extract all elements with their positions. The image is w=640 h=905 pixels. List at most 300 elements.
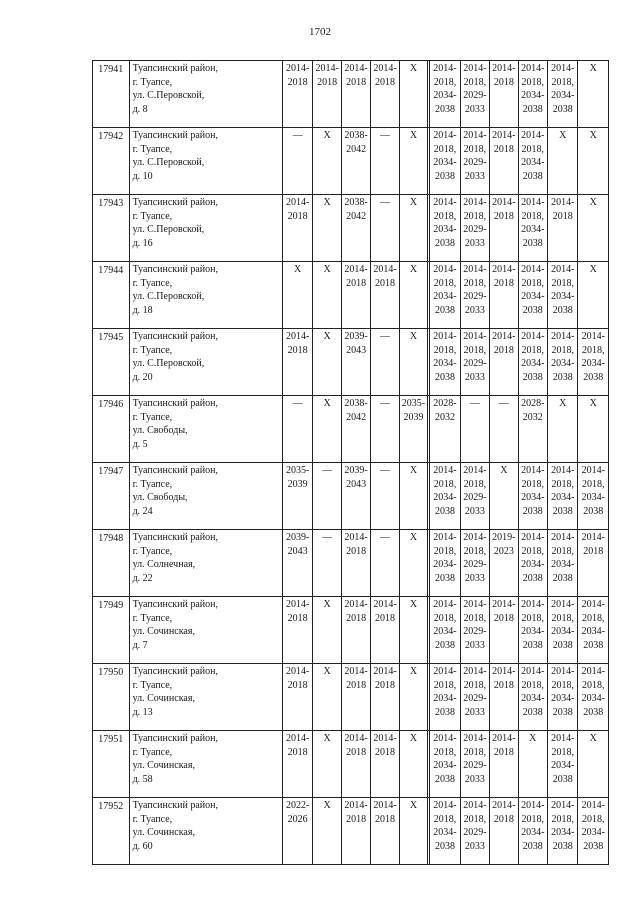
- schedule-cell: [282, 329, 312, 396]
- schedule-value: 2014- 2018, 2029- 2033: [463, 197, 487, 249]
- address-line: г. Туапсе,: [132, 344, 173, 356]
- schedule-value: 2014- 2018, 2034- 2038: [433, 599, 457, 651]
- schedule-value: X: [323, 666, 331, 677]
- schedule-value: X: [409, 264, 418, 275]
- schedule-value: 2014- 2018: [492, 130, 516, 155]
- schedule-value: X: [409, 465, 418, 476]
- schedule-value: 2014- 2018: [551, 197, 575, 222]
- schedule-cell: [399, 664, 427, 731]
- address-line: д. 7: [132, 639, 148, 651]
- schedule-value: 2014- 2018, 2034- 2038: [551, 63, 575, 115]
- schedule-value: 2014- 2018: [344, 63, 368, 88]
- schedule-cell: [313, 530, 341, 597]
- address-line: г. Туапсе,: [132, 478, 173, 490]
- schedule-value: 2028- 2032: [521, 398, 545, 423]
- schedule-value: X: [409, 599, 418, 610]
- schedule-value: X: [589, 733, 597, 744]
- schedule-value: 2014- 2018, 2034- 2038: [551, 599, 575, 651]
- row-number: 17946: [93, 396, 130, 463]
- address-line: Туапсинский район,: [132, 599, 218, 610]
- schedule-cell: [460, 731, 489, 798]
- schedule-cell: [460, 530, 489, 597]
- schedule-cell: [341, 329, 370, 396]
- schedule-cell: [399, 262, 427, 329]
- address-cell: [129, 798, 282, 865]
- table-row: [93, 61, 609, 128]
- address-line: ул. Свободы,: [132, 425, 188, 436]
- schedule-value: 2014- 2018, 2034- 2038: [521, 599, 545, 651]
- schedule-value: 2014- 2018: [344, 800, 368, 825]
- capital-repair-schedule-table: [92, 60, 609, 865]
- schedule-value: 2014- 2018: [286, 733, 310, 758]
- schedule-value: X: [409, 130, 418, 141]
- schedule-value: X: [323, 398, 331, 409]
- schedule-cell: [430, 128, 460, 195]
- table-row: [93, 798, 609, 865]
- schedule-cell: [313, 731, 341, 798]
- address-line: ул. Сочинская,: [132, 827, 195, 838]
- schedule-cell: [399, 61, 427, 128]
- schedule-value: 2014- 2018, 2034- 2038: [581, 800, 605, 852]
- schedule-value: 2014- 2018: [492, 733, 516, 758]
- schedule-cell: [371, 664, 399, 731]
- schedule-cell: [313, 329, 341, 396]
- schedule-cell: [578, 61, 609, 128]
- schedule-value: 2035- 2039: [401, 398, 426, 423]
- schedule-cell: [341, 798, 370, 865]
- schedule-value: 2014- 2018, 2034- 2038: [433, 63, 457, 115]
- schedule-cell: [341, 128, 370, 195]
- schedule-cell: [578, 798, 609, 865]
- schedule-cell: [518, 329, 547, 396]
- schedule-cell: [371, 128, 399, 195]
- schedule-value: 2014- 2018: [373, 733, 397, 758]
- schedule-value: —: [380, 398, 391, 409]
- schedule-value: —: [292, 398, 303, 409]
- schedule-value: X: [559, 398, 567, 409]
- table-row: [93, 597, 609, 664]
- address-cell: [129, 61, 282, 128]
- address-cell: [129, 396, 282, 463]
- table-row: [93, 128, 609, 195]
- address-line: Туапсинский район,: [132, 197, 218, 208]
- schedule-value: X: [409, 666, 418, 677]
- address-line: Туапсинский район,: [132, 532, 218, 543]
- schedule-cell: [313, 396, 341, 463]
- schedule-cell: [371, 530, 399, 597]
- address-line: г. Туапсе,: [132, 612, 173, 624]
- schedule-value: X: [409, 331, 418, 342]
- schedule-value: 2014- 2018, 2029- 2033: [463, 599, 487, 651]
- schedule-cell: [313, 597, 341, 664]
- schedule-cell: [282, 195, 312, 262]
- schedule-cell: [578, 463, 609, 530]
- schedule-value: 2014- 2018: [492, 599, 516, 624]
- table-row: [93, 329, 609, 396]
- schedule-value: 2014- 2018: [492, 63, 516, 88]
- schedule-cell: [548, 262, 578, 329]
- schedule-value: X: [323, 331, 331, 342]
- schedule-cell: [548, 798, 578, 865]
- schedule-cell: [399, 463, 427, 530]
- schedule-value: 2014- 2018: [492, 197, 516, 222]
- schedule-cell: [460, 329, 489, 396]
- schedule-cell: [313, 463, 341, 530]
- schedule-cell: [548, 128, 578, 195]
- schedule-cell: [341, 664, 370, 731]
- schedule-value: 2014- 2018: [373, 63, 397, 88]
- address-line: Туапсинский район,: [132, 398, 218, 409]
- schedule-value: —: [322, 465, 333, 476]
- schedule-value: 2014- 2018, 2034- 2038: [551, 532, 575, 584]
- address-cell: [129, 128, 282, 195]
- address-line: Туапсинский район,: [132, 666, 218, 677]
- schedule-cell: [282, 731, 312, 798]
- schedule-value: 2014- 2018: [286, 599, 310, 624]
- schedule-cell: [490, 798, 518, 865]
- schedule-cell: [313, 664, 341, 731]
- schedule-value: X: [409, 800, 418, 811]
- schedule-cell: [313, 128, 341, 195]
- schedule-value: 2014- 2018: [373, 800, 397, 825]
- schedule-cell: [399, 597, 427, 664]
- address-line: Туапсинский район,: [132, 130, 218, 141]
- schedule-value: 2014- 2018: [286, 63, 310, 88]
- schedule-cell: [430, 463, 460, 530]
- schedule-value: 2014- 2018, 2029- 2033: [463, 733, 487, 785]
- schedule-value: 2014- 2018, 2034- 2038: [521, 331, 545, 383]
- address-line: д. 13: [132, 706, 153, 718]
- schedule-cell: [490, 396, 518, 463]
- address-line: г. Туапсе,: [132, 679, 173, 691]
- schedule-value: 2039- 2043: [344, 465, 368, 490]
- schedule-cell: [460, 195, 489, 262]
- schedule-cell: [460, 798, 489, 865]
- schedule-value: 2014- 2018: [315, 63, 339, 88]
- address-line: д. 22: [132, 572, 153, 584]
- schedule-cell: [371, 463, 399, 530]
- schedule-value: X: [529, 733, 537, 744]
- schedule-value: X: [589, 264, 597, 275]
- schedule-value: 2014- 2018: [492, 666, 516, 691]
- schedule-cell: [341, 396, 370, 463]
- schedule-cell: [548, 396, 578, 463]
- schedule-cell: [490, 664, 518, 731]
- row-number: 17941: [93, 61, 130, 128]
- schedule-cell: [430, 597, 460, 664]
- address-line: ул. Солнечная,: [132, 559, 196, 570]
- schedule-value: 2014- 2018, 2034- 2038: [551, 733, 575, 785]
- schedule-cell: [341, 195, 370, 262]
- schedule-cell: [371, 329, 399, 396]
- schedule-value: 2014- 2018, 2029- 2033: [463, 465, 487, 517]
- schedule-value: 2014- 2018, 2034- 2038: [551, 264, 575, 316]
- address-cell: [129, 664, 282, 731]
- address-line: ул. С.Перовской,: [132, 90, 205, 101]
- address-line: ул. С.Перовской,: [132, 358, 205, 369]
- schedule-value: 2014- 2018: [492, 331, 516, 356]
- schedule-cell: [430, 798, 460, 865]
- address-line: г. Туапсе,: [132, 210, 173, 222]
- schedule-cell: [548, 195, 578, 262]
- schedule-value: —: [380, 130, 391, 141]
- schedule-cell: [490, 597, 518, 664]
- schedule-cell: [578, 262, 609, 329]
- schedule-cell: [282, 463, 312, 530]
- schedule-cell: [282, 61, 312, 128]
- address-line: д. 10: [132, 170, 153, 182]
- schedule-value: 2014- 2018, 2034- 2038: [581, 465, 605, 517]
- schedule-value: 2014- 2018: [344, 666, 368, 691]
- schedule-cell: [460, 597, 489, 664]
- schedule-cell: [578, 329, 609, 396]
- schedule-value: X: [589, 63, 597, 74]
- schedule-value: 2028- 2032: [433, 398, 457, 423]
- table-row: [93, 396, 609, 463]
- table-row: [93, 262, 609, 329]
- schedule-cell: [578, 128, 609, 195]
- schedule-cell: [578, 530, 609, 597]
- schedule-cell: [341, 597, 370, 664]
- address-line: ул. Сочинская,: [132, 760, 195, 771]
- address-line: Туапсинский район,: [132, 63, 218, 74]
- schedule-cell: [460, 664, 489, 731]
- schedule-value: X: [409, 733, 418, 744]
- schedule-cell: [578, 731, 609, 798]
- schedule-value: 2038- 2042: [344, 398, 368, 423]
- address-cell: [129, 597, 282, 664]
- schedule-cell: [430, 731, 460, 798]
- schedule-value: 2014- 2018, 2034- 2038: [521, 800, 545, 852]
- schedule-cell: [430, 664, 460, 731]
- schedule-value: 2014- 2018: [286, 331, 310, 356]
- address-line: ул. Свободы,: [132, 492, 188, 503]
- row-number: 17952: [93, 798, 130, 865]
- schedule-value: —: [380, 532, 391, 543]
- table-row: [93, 664, 609, 731]
- row-number: 17951: [93, 731, 130, 798]
- address-line: д. 24: [132, 505, 153, 517]
- schedule-value: 2014- 2018, 2034- 2038: [551, 666, 575, 718]
- schedule-cell: [399, 731, 427, 798]
- schedule-value: 2014- 2018: [492, 800, 516, 825]
- address-line: ул. С.Перовской,: [132, 224, 205, 235]
- schedule-cell: [430, 61, 460, 128]
- schedule-cell: [430, 195, 460, 262]
- schedule-cell: [341, 731, 370, 798]
- schedule-cell: [399, 396, 427, 463]
- schedule-cell: [282, 262, 312, 329]
- table-row: [93, 731, 609, 798]
- schedule-cell: [341, 262, 370, 329]
- row-number: 17947: [93, 463, 130, 530]
- schedule-value: X: [323, 197, 331, 208]
- schedule-value: 2014- 2018, 2034- 2038: [433, 130, 457, 182]
- schedule-value: 2039- 2043: [344, 331, 368, 356]
- schedule-value: 2014- 2018: [373, 264, 397, 289]
- address-line: ул. Сочинская,: [132, 693, 195, 704]
- table-row: [93, 195, 609, 262]
- schedule-cell: [460, 463, 489, 530]
- schedule-value: 2038- 2042: [344, 197, 368, 222]
- schedule-cell: [518, 664, 547, 731]
- schedule-value: 2014- 2018, 2034- 2038: [433, 197, 457, 249]
- schedule-cell: [282, 128, 312, 195]
- schedule-cell: [548, 463, 578, 530]
- address-cell: [129, 530, 282, 597]
- schedule-cell: [490, 262, 518, 329]
- row-number: 17944: [93, 262, 130, 329]
- schedule-value: 2014- 2018, 2034- 2038: [521, 197, 545, 249]
- address-line: г. Туапсе,: [132, 143, 173, 155]
- schedule-value: X: [409, 63, 418, 74]
- schedule-cell: [371, 597, 399, 664]
- schedule-value: 2014- 2018, 2034- 2038: [433, 733, 457, 785]
- schedule-cell: [490, 530, 518, 597]
- schedule-value: 2014- 2018, 2034- 2038: [521, 130, 545, 182]
- address-line: г. Туапсе,: [132, 411, 173, 423]
- schedule-cell: [460, 396, 489, 463]
- address-cell: [129, 262, 282, 329]
- schedule-value: 2014- 2018, 2034- 2038: [581, 599, 605, 651]
- schedule-value: 2014- 2018: [373, 599, 397, 624]
- page-number: 1702: [309, 26, 331, 38]
- schedule-cell: [282, 597, 312, 664]
- schedule-cell: [430, 530, 460, 597]
- address-line: г. Туапсе,: [132, 746, 173, 758]
- schedule-cell: [518, 61, 547, 128]
- schedule-value: X: [323, 599, 331, 610]
- schedule-cell: [371, 798, 399, 865]
- schedule-cell: [518, 597, 547, 664]
- schedule-cell: [518, 396, 547, 463]
- schedule-cell: [399, 128, 427, 195]
- schedule-value: X: [409, 532, 418, 543]
- schedule-cell: [399, 329, 427, 396]
- address-line: Туапсинский район,: [132, 331, 218, 342]
- schedule-value: X: [409, 197, 418, 208]
- schedule-cell: [313, 195, 341, 262]
- schedule-cell: [518, 128, 547, 195]
- address-line: Туапсинский район,: [132, 800, 218, 811]
- schedule-cell: [313, 61, 341, 128]
- schedule-value: 2014- 2018: [286, 197, 310, 222]
- schedule-value: 2014- 2018, 2034- 2038: [521, 666, 545, 718]
- row-number: 17945: [93, 329, 130, 396]
- schedule-value: —: [498, 398, 509, 409]
- address-line: д. 20: [132, 371, 153, 383]
- schedule-cell: [490, 128, 518, 195]
- schedule-cell: [282, 664, 312, 731]
- schedule-value: X: [500, 465, 508, 476]
- schedule-value: —: [469, 398, 480, 409]
- schedule-cell: [490, 195, 518, 262]
- schedule-cell: [518, 262, 547, 329]
- schedule-cell: [371, 262, 399, 329]
- address-line: г. Туапсе,: [132, 277, 173, 289]
- schedule-value: 2014- 2018, 2034- 2038: [581, 331, 605, 383]
- table-body: [93, 61, 609, 865]
- address-line: д. 8: [132, 103, 148, 115]
- schedule-value: 2019- 2023: [492, 532, 516, 557]
- schedule-value: 2014- 2018: [344, 599, 368, 624]
- address-line: Туапсинский район,: [132, 465, 218, 476]
- address-line: ул. С.Перовской,: [132, 157, 205, 168]
- table-row: [93, 463, 609, 530]
- schedule-cell: [341, 530, 370, 597]
- row-number: 17948: [93, 530, 130, 597]
- schedule-value: 2014- 2018, 2034- 2038: [433, 331, 457, 383]
- table-row: [93, 530, 609, 597]
- address-line: г. Туапсе,: [132, 76, 173, 88]
- schedule-value: 2035- 2039: [286, 465, 310, 490]
- row-number: 17942: [93, 128, 130, 195]
- schedule-value: —: [380, 197, 391, 208]
- schedule-value: 2014- 2018, 2034- 2038: [433, 800, 457, 852]
- schedule-value: —: [292, 130, 303, 141]
- schedule-cell: [341, 61, 370, 128]
- schedule-value: 2014- 2018: [286, 666, 310, 691]
- row-number: 17949: [93, 597, 130, 664]
- schedule-value: 2014- 2018, 2034- 2038: [433, 666, 457, 718]
- schedule-cell: [371, 731, 399, 798]
- address-cell: [129, 195, 282, 262]
- schedule-value: X: [323, 130, 331, 141]
- schedule-value: 2014- 2018: [344, 733, 368, 758]
- address-line: д. 5: [132, 438, 148, 450]
- schedule-cell: [518, 798, 547, 865]
- schedule-cell: [578, 195, 609, 262]
- schedule-value: 2014- 2018: [344, 532, 368, 557]
- schedule-value: —: [322, 532, 333, 543]
- schedule-cell: [282, 530, 312, 597]
- schedule-cell: [371, 195, 399, 262]
- schedule-value: 2014- 2018, 2034- 2038: [433, 264, 457, 316]
- schedule-value: X: [589, 130, 597, 141]
- schedule-value: 2014- 2018: [492, 264, 516, 289]
- schedule-cell: [399, 798, 427, 865]
- schedule-value: —: [380, 331, 391, 342]
- schedule-value: 2014- 2018, 2034- 2038: [521, 465, 545, 517]
- address-line: д. 18: [132, 304, 153, 316]
- schedule-value: X: [589, 197, 597, 208]
- schedule-cell: [371, 61, 399, 128]
- address-cell: [129, 329, 282, 396]
- schedule-value: 2014- 2018, 2034- 2038: [551, 331, 575, 383]
- schedule-value: 2014- 2018, 2029- 2033: [463, 532, 487, 584]
- schedule-value: X: [559, 130, 567, 141]
- schedule-value: 2038- 2042: [344, 130, 368, 155]
- schedule-cell: [460, 128, 489, 195]
- schedule-cell: [460, 61, 489, 128]
- schedule-cell: [460, 262, 489, 329]
- schedule-cell: [490, 61, 518, 128]
- schedule-cell: [518, 530, 547, 597]
- schedule-cell: [430, 329, 460, 396]
- schedule-value: 2014- 2018, 2034- 2038: [521, 63, 545, 115]
- schedule-cell: [399, 530, 427, 597]
- address-line: Туапсинский район,: [132, 733, 218, 744]
- address-cell: [129, 731, 282, 798]
- schedule-cell: [313, 262, 341, 329]
- schedule-value: 2014- 2018, 2029- 2033: [463, 666, 487, 718]
- schedule-value: 2014- 2018, 2034- 2038: [433, 465, 457, 517]
- schedule-value: X: [323, 800, 331, 811]
- schedule-cell: [490, 329, 518, 396]
- address-cell: [129, 463, 282, 530]
- schedule-value: 2014- 2018: [344, 264, 368, 289]
- schedule-value: 2014- 2018: [581, 532, 605, 557]
